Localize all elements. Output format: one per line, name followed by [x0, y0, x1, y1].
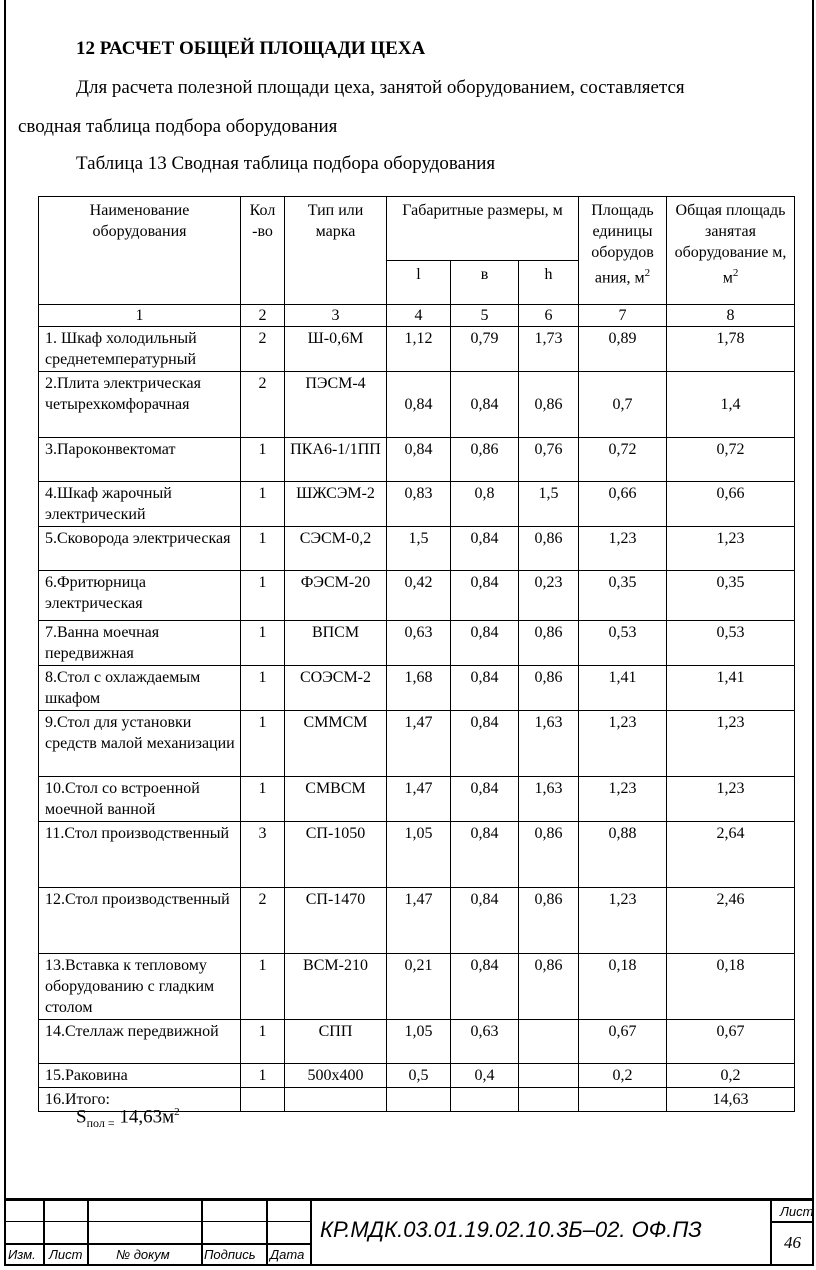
cell-unit: 0,89	[579, 327, 667, 372]
cell-total: 0,53	[667, 621, 795, 666]
cell-total: 1,23	[667, 711, 795, 777]
equipment-name: 7.Ванна моечная передвижная	[39, 621, 241, 666]
cell-h: 0,86	[519, 666, 579, 711]
cell-unit: 1,41	[579, 666, 667, 711]
equipment-name: 14.Стеллаж передвижной	[39, 1020, 241, 1064]
cell-qty: 1	[241, 954, 285, 1020]
cell-total: 0,66	[667, 482, 795, 527]
cell-total: 1,78	[667, 327, 795, 372]
stamp-label-doc-no: № докум	[116, 1247, 170, 1262]
total-label: 16.Итого:	[39, 1088, 241, 1112]
column-number-row	[39, 305, 795, 327]
cell-type: СММСМ	[285, 711, 387, 777]
cell-type: СМВСМ	[285, 777, 387, 822]
cell-h: 1,63	[519, 711, 579, 777]
cell-v: 0,8	[451, 482, 519, 527]
paragraph-line-1: Для расчета полезной площади цеха, занятой оборудованием, составляется	[76, 77, 685, 98]
paragraph-line-2: сводная таблица подбора оборудования	[18, 116, 338, 137]
cell-l: 1,05	[387, 822, 451, 888]
cell-type: СП-1050	[285, 822, 387, 888]
cell-unit: 1,23	[579, 777, 667, 822]
cell-h: 0,86	[519, 954, 579, 1020]
cell-h	[519, 1064, 579, 1088]
cell-v: 0,63	[451, 1020, 519, 1064]
table-row	[39, 621, 795, 666]
table-row	[39, 777, 795, 822]
cell-h: 0,86	[519, 372, 579, 438]
cell-v: 0,84	[451, 372, 519, 438]
cell-type: ФЭСМ-20	[285, 571, 387, 621]
cell-l: 0,5	[387, 1064, 451, 1088]
cell-unit: 0,35	[579, 571, 667, 621]
cell-qty: 2	[241, 888, 285, 954]
cell-h: 1,73	[519, 327, 579, 372]
table-row	[39, 438, 795, 482]
cell-qty: 1	[241, 527, 285, 571]
equipment-name: 3.Пароконвектомат	[39, 438, 241, 482]
cell-unit: 0,7	[579, 372, 667, 438]
cell-v: 0,84	[451, 822, 519, 888]
stamp-sheet-label: Лист	[780, 1204, 814, 1219]
header-dim-v: в	[451, 261, 519, 305]
cell-qty: 1	[241, 571, 285, 621]
section-heading: 12 РАСЧЕТ ОБЩЕЙ ПЛОЩАДИ ЦЕХА	[76, 38, 426, 59]
cell-qty: 2	[241, 372, 285, 438]
cell-unit: 0,18	[579, 954, 667, 1020]
cell-qty: 1	[241, 1064, 285, 1088]
column-number: 1	[39, 305, 241, 327]
table-row	[39, 1020, 795, 1064]
document-code: КР.МДК.03.01.19.02.10.3Б–02. ОФ.ПЗ	[320, 1217, 702, 1242]
equipment-name: 12.Стол производственный	[39, 888, 241, 954]
equipment-name: 13.Вставка к тепловому оборудованию с гладким столом	[39, 954, 241, 1020]
header-name: Наименование оборудования	[39, 197, 241, 305]
cell-type: ПКА6-1/1ПП	[285, 438, 387, 482]
cell-qty: 1	[241, 482, 285, 527]
column-number: 5	[451, 305, 519, 327]
cell-total: 1,4	[667, 372, 795, 438]
cell-l: 0,42	[387, 571, 451, 621]
cell-total: 2,64	[667, 822, 795, 888]
cell-unit: 0,53	[579, 621, 667, 666]
cell-v: 0,84	[451, 527, 519, 571]
cell-l: 0,63	[387, 621, 451, 666]
cell-h: 1,63	[519, 777, 579, 822]
table-row	[39, 954, 795, 1020]
cell-type: СОЭСМ-2	[285, 666, 387, 711]
cell-type: СЭСМ-0,2	[285, 527, 387, 571]
column-number: 2	[241, 305, 285, 327]
cell-type: 500х400	[285, 1064, 387, 1088]
cell-total: 0,35	[667, 571, 795, 621]
cell-l: 0,83	[387, 482, 451, 527]
cell-unit: 0,72	[579, 438, 667, 482]
cell-l: 0,21	[387, 954, 451, 1020]
cell-v: 0,86	[451, 438, 519, 482]
header-dimensions: Габаритные размеры, м	[387, 197, 579, 261]
cell-v: 0,84	[451, 888, 519, 954]
column-number: 6	[519, 305, 579, 327]
cell-qty: 2	[241, 327, 285, 372]
total-value: 14,63	[667, 1088, 795, 1112]
equipment-name: 15.Раковина	[39, 1064, 241, 1088]
header-unit-area: Площадь единицы оборудов ания, $м^2$	[579, 197, 667, 305]
cell-unit: 1,23	[579, 888, 667, 954]
cell-v: 0,84	[451, 954, 519, 1020]
cell-type: ВПСМ	[285, 621, 387, 666]
table-row	[39, 1064, 795, 1088]
stamp-label-change: Изм.	[8, 1247, 36, 1262]
table-row	[39, 372, 795, 438]
cell-l: 1,05	[387, 1020, 451, 1064]
cell-qty: 1	[241, 666, 285, 711]
cell-h	[519, 1020, 579, 1064]
cell-qty: 3	[241, 822, 285, 888]
cell-h: 0,86	[519, 527, 579, 571]
equipment-name: 11.Стол производственный	[39, 822, 241, 888]
header-total-area: Общая площадь занятая оборудование м, $м^2$	[667, 197, 795, 305]
equipment-name: 5.Сковорода электрическая	[39, 527, 241, 571]
cell-qty: 1	[241, 777, 285, 822]
cell-v: 0,84	[451, 621, 519, 666]
column-number: 7	[579, 305, 667, 327]
table-row	[39, 822, 795, 888]
cell-unit: 1,23	[579, 711, 667, 777]
stamp-label-date: Дата	[270, 1247, 305, 1262]
equipment-name: 9.Стол для установки средств малой механизации	[39, 711, 241, 777]
cell-l: 0,84	[387, 438, 451, 482]
cell-unit: 0,66	[579, 482, 667, 527]
cell-l: 1,5	[387, 527, 451, 571]
column-number: 4	[387, 305, 451, 327]
cell-v: 0,79	[451, 327, 519, 372]
table-row	[39, 527, 795, 571]
cell-h: 0,86	[519, 822, 579, 888]
header-dim-l: l	[387, 261, 451, 305]
stamp-label-signature: Подпись	[204, 1247, 256, 1262]
cell-l: 1,12	[387, 327, 451, 372]
cell-unit: 0,67	[579, 1020, 667, 1064]
cell-v: 0,84	[451, 666, 519, 711]
usable-area-result: $S_{пол =}$ $14,63м^2$	[76, 1106, 180, 1131]
cell-total: 1,23	[667, 777, 795, 822]
cell-qty: 1	[241, 438, 285, 482]
equipment-table	[38, 196, 795, 1112]
equipment-name: 10.Стол со встроенной моечной ванной	[39, 777, 241, 822]
cell-qty: 1	[241, 621, 285, 666]
equipment-name: 6.Фритюрница электрическая	[39, 571, 241, 621]
table-body	[39, 305, 795, 1112]
cell-unit: 0,2	[579, 1064, 667, 1088]
cell-type: СПП	[285, 1020, 387, 1064]
equipment-name: 8.Стол с охлаждаемым шкафом	[39, 666, 241, 711]
table-row	[39, 666, 795, 711]
header-qty: Кол -во	[241, 197, 285, 305]
equipment-name: 4.Шкаф жарочный электрический	[39, 482, 241, 527]
stamp-label-sheet: Лист	[49, 1247, 83, 1262]
cell-v: 0,84	[451, 777, 519, 822]
cell-type: ПЭСМ-4	[285, 372, 387, 438]
cell-total: 0,2	[667, 1064, 795, 1088]
cell-total: 0,67	[667, 1020, 795, 1064]
cell-type: СП-1470	[285, 888, 387, 954]
cell-qty: 1	[241, 711, 285, 777]
cell-unit: 0,88	[579, 822, 667, 888]
cell-type: ВСМ-210	[285, 954, 387, 1020]
cell-total: 0,72	[667, 438, 795, 482]
cell-v: 0,4	[451, 1064, 519, 1088]
column-number: 3	[285, 305, 387, 327]
cell-qty: 1	[241, 1020, 285, 1064]
cell-v: 0,84	[451, 711, 519, 777]
equipment-name: 2.Плита электрическая четырехкомфорачная	[39, 372, 241, 438]
cell-l: 1,47	[387, 888, 451, 954]
cell-v: 0,84	[451, 571, 519, 621]
cell-total: 1,23	[667, 527, 795, 571]
cell-total: 1,41	[667, 666, 795, 711]
cell-h: 1,5	[519, 482, 579, 527]
cell-l: 1,47	[387, 711, 451, 777]
cell-h: 0,86	[519, 888, 579, 954]
table-row	[39, 888, 795, 954]
table-row	[39, 327, 795, 372]
cell-h: 0,76	[519, 438, 579, 482]
cell-l: 1,68	[387, 666, 451, 711]
cell-unit: 1,23	[579, 527, 667, 571]
table-row	[39, 482, 795, 527]
cell-total: 2,46	[667, 888, 795, 954]
column-number: 8	[667, 305, 795, 327]
header-dim-h: h	[519, 261, 579, 305]
title-block	[4, 1198, 814, 1266]
page-number: 46	[784, 1233, 801, 1252]
cell-h: 0,86	[519, 621, 579, 666]
cell-total: 0,18	[667, 954, 795, 1020]
cell-h: 0,23	[519, 571, 579, 621]
cell-type: Ш-0,6М	[285, 327, 387, 372]
header-type: Тип или марка	[285, 197, 387, 305]
equipment-name: 1. Шкаф холодильный среднетемпературный	[39, 327, 241, 372]
table-row	[39, 571, 795, 621]
cell-l: 1,47	[387, 777, 451, 822]
table-caption: Таблица 13 Сводная таблица подбора оборудования	[76, 153, 496, 174]
table-row	[39, 711, 795, 777]
cell-l: 0,84	[387, 372, 451, 438]
cell-type: ШЖСЭМ-2	[285, 482, 387, 527]
